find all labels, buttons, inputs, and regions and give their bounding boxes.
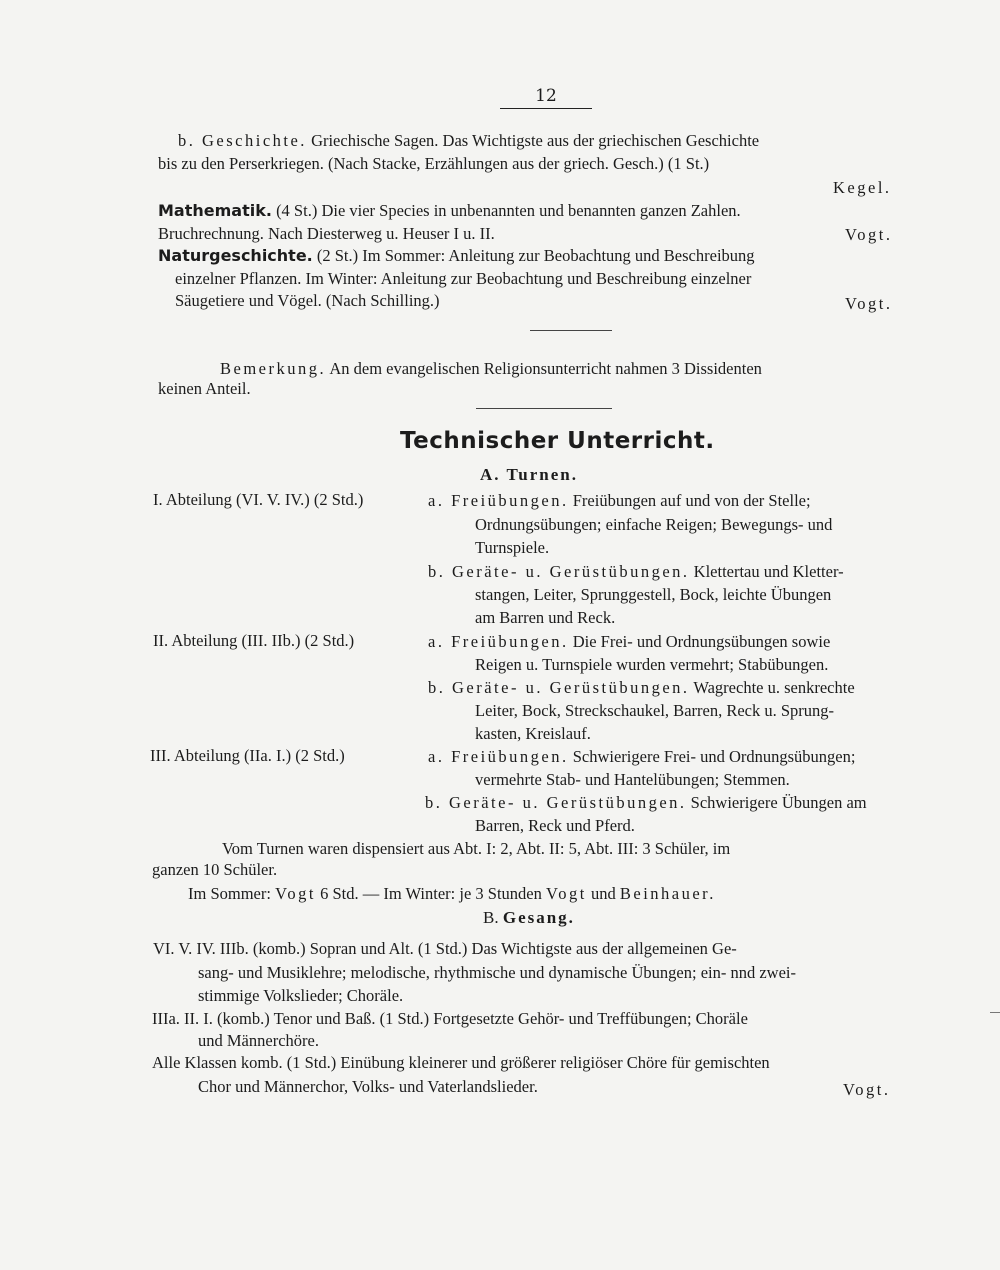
abt3-a-text-1: Schwierigere Frei- und Ordnungsübungen;: [572, 747, 856, 766]
gesang-3-text-2: Chor und Männerchor, Volks- und Vaterlandslieder.: [198, 1077, 538, 1096]
section-divider-1: [530, 330, 612, 331]
gesang-3-teacher: Vogt.: [843, 1080, 891, 1099]
abt2-a-row: [428, 631, 830, 653]
sommer-winter-line: [188, 883, 965, 905]
mathematik-text-1: (4 St.) Die vier Species in unbenannten und benannten ganzen Zahlen.: [276, 201, 741, 220]
abt1-a-label: a. Freiübungen.: [428, 491, 569, 510]
abt1-a-text-2: Ordnungsübungen; einfache Reigen; Bewegungs- und: [475, 515, 833, 534]
teacher-beinhauer: Beinhauer.: [619, 884, 716, 903]
gesang-3-text-1: Alle Klassen komb. (1 Std.) Einübung kleinerer und größerer religiöser Chöre für gemischten: [152, 1053, 770, 1072]
naturgeschichte-text-1: (2 St.) Im Sommer: Anleitung zur Beobachtung und Beschreibung: [316, 246, 755, 265]
geschichte-line-1: [178, 130, 935, 152]
abt2-a-text-2: Reigen u. Turnspiele wurden vermehrt; Stabübungen.: [475, 655, 829, 674]
abt1-b-text-1: Klettertau und Kletter-: [693, 562, 844, 581]
abt2-a-text-1: Die Frei- und Ordnungsübungen sowie: [572, 632, 831, 651]
mathematik-line-1: [158, 200, 935, 222]
dispens-text-2: ganzen 10 Schüler.: [152, 860, 278, 879]
gesang-1-text-1: VI. V. IV. IIIb. (komb.) Sopran und Alt. (1 Std.) Das Wichtigste aus der allgemeinen Ge-: [153, 939, 737, 958]
bemerkung-text-2: keinen Anteil.: [158, 379, 251, 398]
teacher-vogt-2: Vogt: [545, 884, 587, 903]
abt3-b-text-2: Barren, Reck und Pferd.: [475, 816, 635, 835]
gesang-1-text-3: stimmige Volkslieder; Choräle.: [198, 986, 404, 1005]
abt2-b-text-3: kasten, Kreislauf.: [475, 724, 591, 743]
abt1-label: I. Abteilung (VI. V. IV.) (2 Std.): [153, 490, 364, 509]
abt3-a-text-2: vermehrte Stab- und Hantelübungen; Stemmen.: [475, 770, 790, 789]
page-number: 12: [500, 86, 592, 109]
naturgeschichte-text-3: Säugetiere und Vögel. (Nach Schilling.): [175, 291, 440, 310]
abt1-b-row: [428, 561, 844, 583]
page-edge-mark: [990, 1012, 1000, 1013]
abt3-b-text-1: Schwierigere Übungen am: [690, 793, 867, 812]
abt1-b-text-3: am Barren und Reck.: [475, 608, 616, 627]
naturgeschichte-text-2: einzelner Pflanzen. Im Winter: Anleitung zur Beobachtung und Beschreibung einzelner: [175, 269, 752, 288]
dispens-text-1: Vom Turnen waren dispensiert aus Abt. I: 2, Abt. II: 5, Abt. III: 3 Schüler, im: [222, 839, 731, 858]
abt2-b-row: [428, 677, 855, 699]
abt2-b-text-1: Wagrechte u. senkrechte: [693, 678, 855, 697]
abt2-a-label: a. Freiübungen.: [428, 632, 569, 651]
bemerkung-label: Bemerkung.: [220, 359, 327, 378]
abt3-b-row: [425, 792, 867, 814]
mathematik-teacher: Vogt.: [845, 225, 893, 244]
teacher-vogt-1: Vogt: [275, 884, 316, 903]
abt2-b-text-2: Leiter, Bock, Streckschaukel, Barren, Reck u. Sprung-: [475, 701, 835, 720]
abt2-b-label: b. Geräte- u. Gerüstübungen.: [428, 678, 690, 697]
abt1-a-text-1: Freiübungen auf und von der Stelle;: [572, 491, 811, 510]
abt3-b-label: b. Geräte- u. Gerüstübungen.: [425, 793, 687, 812]
geschichte-teacher: Kegel.: [833, 178, 892, 197]
gesang-2-text-1: IIIa. II. I. (komb.) Tenor und Baß. (1 Std.) Fortgesetzte Gehör- und Treffübungen; Choräle: [152, 1009, 748, 1028]
abt1-a-row: [428, 490, 811, 512]
abt2-label: II. Abteilung (III. IIb.) (2 Std.): [153, 631, 355, 650]
naturgeschichte-label: Naturgeschichte.: [158, 246, 313, 265]
gesang-heading-prefix: B.: [483, 908, 499, 927]
gesang-heading: [483, 908, 575, 928]
section-title: Technischer Unterricht.: [400, 428, 715, 454]
gesang-1-text-2: sang- und Musiklehre; melodische, rhythmische und dynamische Übungen; ein- nnd zwei-: [198, 963, 796, 982]
abt1-b-label: b. Geräte- u. Gerüstübungen.: [428, 562, 690, 581]
mathematik-text-2: Bruchrechnung. Nach Diesterweg u. Heuser I u. II.: [158, 224, 495, 243]
sommer-und: und: [590, 884, 616, 903]
geschichte-text-2: bis zu den Perserkriegen. (Nach Stacke, Erzählungen aus der griech. Gesch.) (1 St.): [158, 154, 710, 173]
abt1-a-text-3: Turnspiele.: [475, 538, 550, 557]
section-divider-2: [476, 408, 612, 409]
geschichte-label: b. Geschichte.: [178, 131, 307, 150]
abt3-a-row: [428, 746, 855, 768]
turnen-heading-text: A. Turnen.: [480, 465, 578, 484]
abt3-label: III. Abteilung (IIa. I.) (2 Std.): [150, 746, 345, 765]
abt3-a-label: a. Freiübungen.: [428, 747, 569, 766]
bemerkung-text-1: An dem evangelischen Religionsunterricht nahmen 3 Dissidenten: [329, 359, 762, 378]
turnen-heading: [480, 465, 578, 485]
naturgeschichte-teacher: Vogt.: [845, 294, 893, 313]
sommer-label: Im Sommer:: [188, 884, 271, 903]
bemerkung-line-1: [220, 358, 935, 380]
mathematik-label: Mathematik.: [158, 201, 272, 220]
gesang-heading-text: Gesang.: [502, 908, 575, 927]
sommer-winter-mid: 6 Std. — Im Winter: je 3 Stunden: [320, 884, 542, 903]
naturgeschichte-line-1: [158, 245, 935, 267]
gesang-2-text-2: und Männerchöre.: [198, 1031, 319, 1050]
abt1-b-text-2: stangen, Leiter, Sprunggestell, Bock, leichte Übungen: [475, 585, 832, 604]
geschichte-text-1: Griechische Sagen. Das Wichtigste aus der griechischen Geschichte: [311, 131, 760, 150]
